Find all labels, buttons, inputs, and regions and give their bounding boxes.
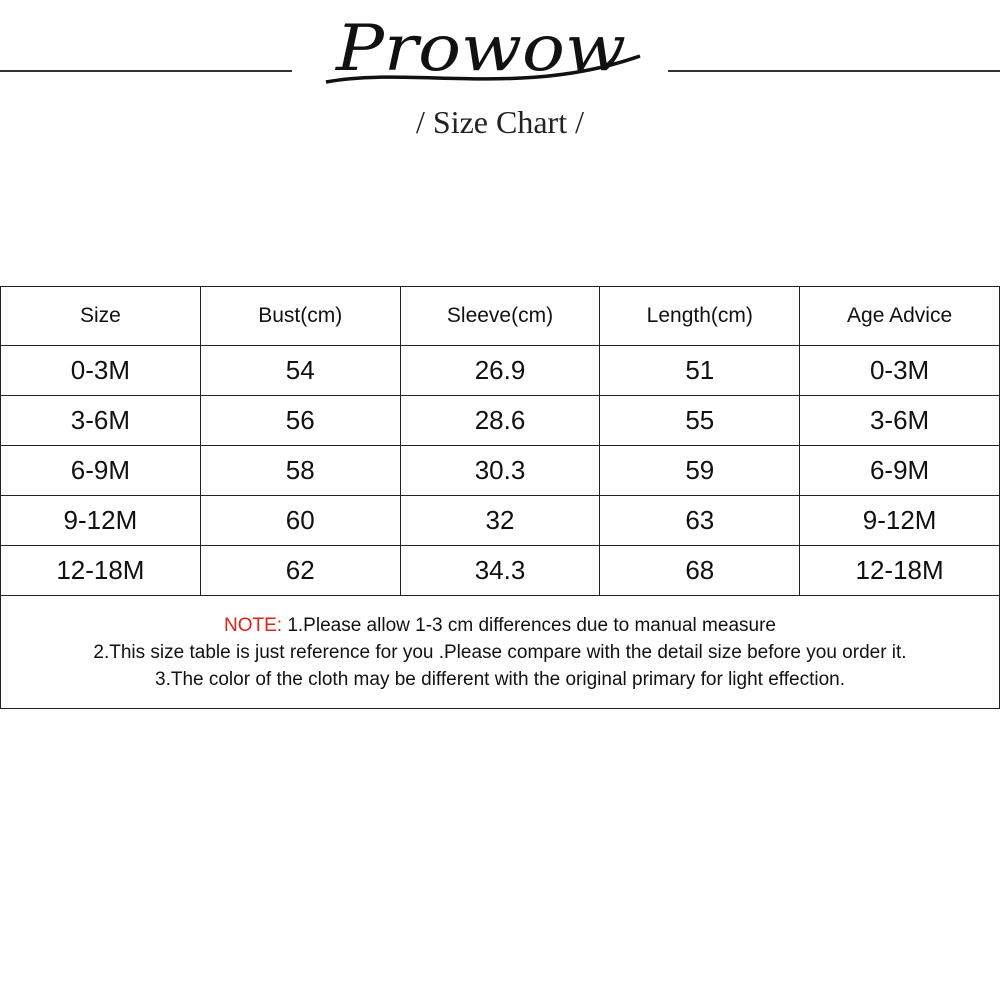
table-cell: 63 [600, 496, 800, 546]
header-cell: Length(cm) [600, 287, 800, 346]
table-row [1, 446, 1000, 496]
table-row [1, 346, 1000, 396]
table-cell: 30.3 [400, 446, 600, 496]
brand-logo [322, 8, 642, 104]
table-cell: 9-12M [800, 496, 1000, 546]
page-subtitle: / Size Chart / [416, 104, 584, 140]
table-cell: 12-18M [1, 546, 201, 596]
table-cell: 32 [400, 496, 600, 546]
table-cell: 51 [600, 346, 800, 396]
table-row [1, 396, 1000, 446]
table-cell: 0-3M [1, 346, 201, 396]
header-cell: Sleeve(cm) [400, 287, 600, 346]
table-cell: 56 [200, 396, 400, 446]
table-cell: 34.3 [400, 546, 600, 596]
table-cell: 12-18M [800, 546, 1000, 596]
table-cell: 3-6M [800, 396, 1000, 446]
header-cell: Age Advice [800, 287, 1000, 346]
notes-row [1, 596, 1000, 709]
table-cell: 60 [200, 496, 400, 546]
table-cell: 0-3M [800, 346, 1000, 396]
note-label: NOTE: [224, 614, 283, 636]
table-row [1, 496, 1000, 546]
note-line-3: 3.The color of the cloth may be different with the original primary for light effection. [155, 668, 845, 690]
notes-cell [1, 596, 1000, 709]
table-cell: 68 [600, 546, 800, 596]
header-cell: Size [1, 287, 201, 346]
note-line-2: 2.This size table is just reference for you .Please compare with the detail size before you order it. [93, 641, 907, 663]
table-cell: 3-6M [1, 396, 201, 446]
table-cell: 9-12M [1, 496, 201, 546]
table-cell: 26.9 [400, 346, 600, 396]
table-cell: 59 [600, 446, 800, 496]
note-line-1 [1, 612, 999, 639]
table-cell: 6-9M [800, 446, 1000, 496]
header-rule-right [668, 70, 1000, 72]
table-cell: 58 [200, 446, 400, 496]
table-cell: 62 [200, 546, 400, 596]
note-text-1: 1.Please allow 1-3 cm differences due to manual measure [282, 614, 776, 636]
table-row [1, 546, 1000, 596]
header-cell: Bust(cm) [200, 287, 400, 346]
table-cell: 6-9M [1, 446, 201, 496]
table-cell: 28.6 [400, 396, 600, 446]
header-rule-left [0, 70, 292, 72]
table-cell: 55 [600, 396, 800, 446]
table-header-row [1, 287, 1000, 346]
table-cell: 54 [200, 346, 400, 396]
size-table [0, 286, 1000, 709]
logo-wordmark: Prowow [334, 12, 626, 86]
